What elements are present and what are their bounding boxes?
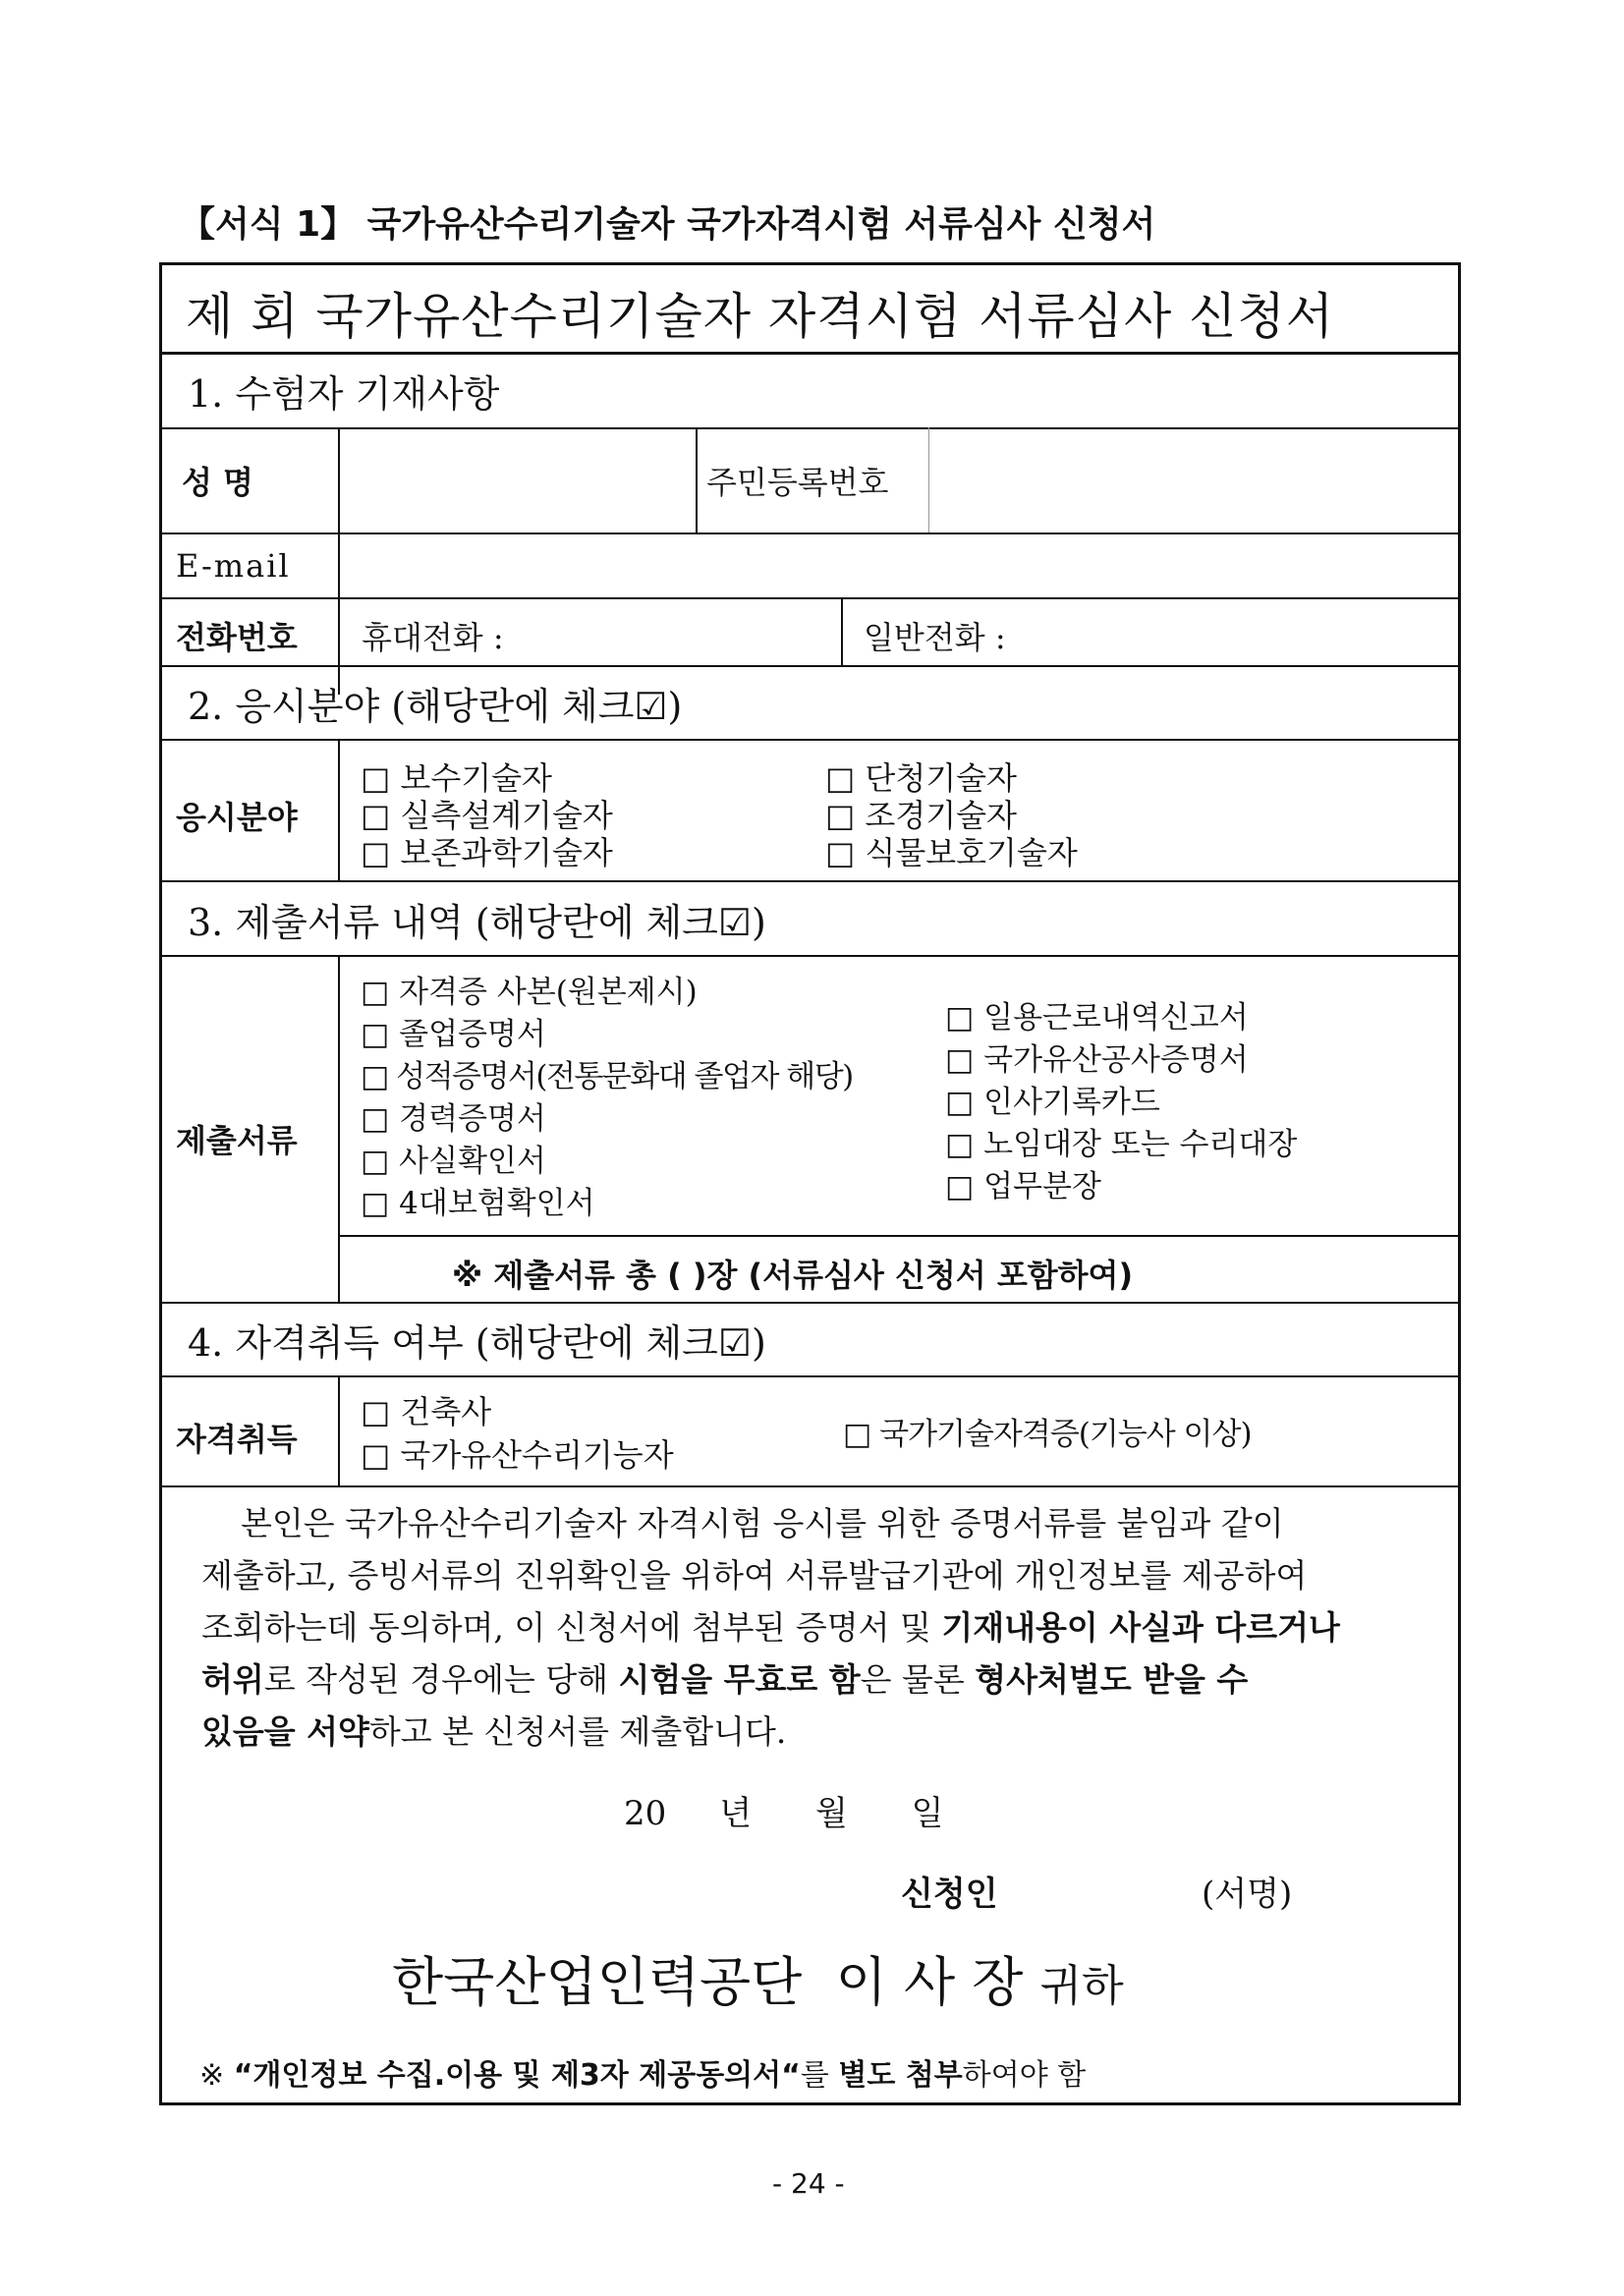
declaration-text: [201, 1497, 1420, 1758]
form-title: 제 회 국가유산수리기술자 자격시험 서류심사 신청서: [186, 288, 1335, 345]
declaration-emphasis: 시험을 무효로 함: [618, 1660, 861, 1699]
divider: [162, 352, 1458, 355]
checkbox-dancheong-engineer[interactable]: □ 단청기술자: [825, 759, 1017, 797]
divider: [162, 1302, 1458, 1304]
divider: [338, 1235, 1458, 1237]
application-form: [159, 262, 1461, 2105]
declaration-line: 제출하고, 증빙서류의 진위확인을 위하여 서류발급기관에 개인정보를 제공하여: [201, 1556, 1308, 1595]
rrn-field[interactable]: [930, 429, 1451, 532]
divider: [162, 1375, 1458, 1377]
recipient-name: 한국산업인력공단 이 사 장: [392, 1951, 1024, 2013]
section1-heading: 1. 수험자 기재사항: [188, 372, 500, 416]
divider: [162, 880, 1458, 882]
recipient: [392, 1940, 1124, 2016]
form-label-title: 국가유산수리기술자 국가자격시험 서류심사 신청서: [366, 204, 1156, 245]
checkbox-fact-confirmation[interactable]: □ 사실확인서: [361, 1144, 546, 1179]
declaration-line: [201, 1601, 1420, 1653]
form-label: [180, 196, 1155, 247]
divider: [162, 1485, 1458, 1487]
landline-phone-field[interactable]: 일반전화 :: [864, 619, 1006, 656]
declaration-line: 본인은 국가유산수리기술자 자격시험 응시를 위한 증명서류를 붙임과 같이: [241, 1504, 1284, 1542]
declaration-text-run: 은 물론: [860, 1660, 976, 1699]
label-column-divider: [338, 955, 340, 1302]
checkbox-duty-assignment[interactable]: □ 업무분장: [945, 1169, 1101, 1204]
recipient-suffix: 귀하: [1039, 1961, 1124, 2011]
checkbox-career-certificate[interactable]: □ 경력증명서: [361, 1101, 546, 1137]
footnote-mark: ※: [199, 2058, 234, 2093]
footnote: [199, 2050, 1086, 2094]
email-field[interactable]: [340, 534, 1450, 595]
divider: [162, 665, 1458, 667]
divider: [162, 739, 1458, 741]
checkbox-wage-ledger[interactable]: □ 노임대장 또는 수리대장: [945, 1127, 1298, 1162]
declaration-text-run: 로 작성된 경우에는 당해: [263, 1660, 619, 1699]
label-column-divider: [338, 739, 340, 880]
section4-heading: 4. 자격취득 여부 (해당란에 체크☑): [188, 1321, 766, 1365]
section3-heading: 3. 제출서류 내역 (해당란에 체크☑): [188, 901, 766, 944]
rrn-label: 주민등록번호: [706, 464, 889, 501]
divider: [162, 955, 1458, 957]
declaration-line: [201, 1706, 1420, 1758]
declaration-emphasis: 있음을 서약: [201, 1712, 369, 1751]
section2-heading: 2. 응시분야 (해당란에 체크☑): [188, 685, 683, 728]
field-divider: [841, 597, 843, 665]
divider: [162, 597, 1458, 599]
submitted-documents-label: 제출서류: [176, 1122, 298, 1159]
form-number: 【서식 1】: [180, 204, 357, 245]
checkbox-survey-design-engineer[interactable]: □ 실측설계기술자: [361, 797, 613, 834]
checkbox-landscape-engineer[interactable]: □ 조경기술자: [825, 797, 1017, 834]
checkbox-architect[interactable]: □ 건축사: [361, 1393, 492, 1430]
date-line[interactable]: 20 년 월 일: [624, 1794, 944, 1833]
phone-label: 전화번호: [176, 619, 298, 656]
footnote-text-run: 하여야 함: [962, 2058, 1087, 2093]
declaration-emphasis: 형사처벌도 받을 수: [975, 1660, 1249, 1699]
field-divider: [696, 427, 698, 532]
checkbox-transcript[interactable]: □ 성적증명서(전통문화대 졸업자 해당): [361, 1059, 853, 1094]
declaration-emphasis: 기재내용이 사실과 다르거나: [941, 1608, 1340, 1647]
mobile-phone-field[interactable]: 휴대전화 :: [362, 619, 504, 656]
checkbox-license-copy[interactable]: □ 자격증 사본(원본제시): [361, 975, 698, 1010]
document-count-note[interactable]: ※ 제출서류 총 ( )장 (서류심사 신청서 포함하여): [452, 1257, 1134, 1294]
declaration-emphasis: 허위: [201, 1660, 264, 1699]
declaration-text-run: 하고 본 신청서를 제출합니다.: [368, 1712, 787, 1751]
signature-field[interactable]: (서명): [1202, 1875, 1293, 1914]
checkbox-heritage-repair-technician[interactable]: □ 국가유산수리기능자: [361, 1436, 674, 1474]
checkbox-heritage-work-certificate[interactable]: □ 국가유산공사증명서: [945, 1042, 1249, 1078]
field-divider: [928, 427, 929, 532]
footnote-emphasis: “개인정보 수집.이용 및 제3자 제공동의서“: [233, 2058, 801, 2093]
checkbox-plant-protection-engineer[interactable]: □ 식물보호기술자: [825, 834, 1078, 871]
applicant-label: 신청인: [901, 1875, 998, 1914]
checkbox-daily-labor-report[interactable]: □ 일용근로내역신고서: [945, 1000, 1249, 1036]
declaration-text-run: 조회하는데 동의하며, 이 신청서에 첨부된 증명서 및: [201, 1608, 942, 1647]
checkbox-graduation-certificate[interactable]: □ 졸업증명서: [361, 1017, 546, 1052]
checkbox-conservation-science-engineer[interactable]: □ 보존과학기술자: [361, 834, 613, 871]
checkbox-restoration-engineer[interactable]: □ 보수기술자: [361, 759, 552, 797]
label-column-divider: [338, 1375, 340, 1485]
exam-field-label: 응시분야: [176, 799, 298, 836]
email-label: E-mail: [176, 547, 291, 585]
checkbox-national-technical-license[interactable]: □ 국가기술자격증(기능사 이상): [843, 1417, 1252, 1452]
footnote-emphasis: 별도 첨부: [838, 2058, 963, 2093]
name-label: 성 명: [182, 464, 253, 501]
checkbox-insurance-confirmation[interactable]: □ 4대보험확인서: [361, 1186, 595, 1221]
checkbox-personnel-record-card[interactable]: □ 인사기록카드: [945, 1085, 1160, 1120]
qualification-label: 자격취득: [176, 1421, 298, 1458]
declaration-line: [201, 1653, 1420, 1706]
page-number: - 24 -: [772, 2167, 845, 2200]
footnote-text-run: 를: [800, 2058, 839, 2093]
